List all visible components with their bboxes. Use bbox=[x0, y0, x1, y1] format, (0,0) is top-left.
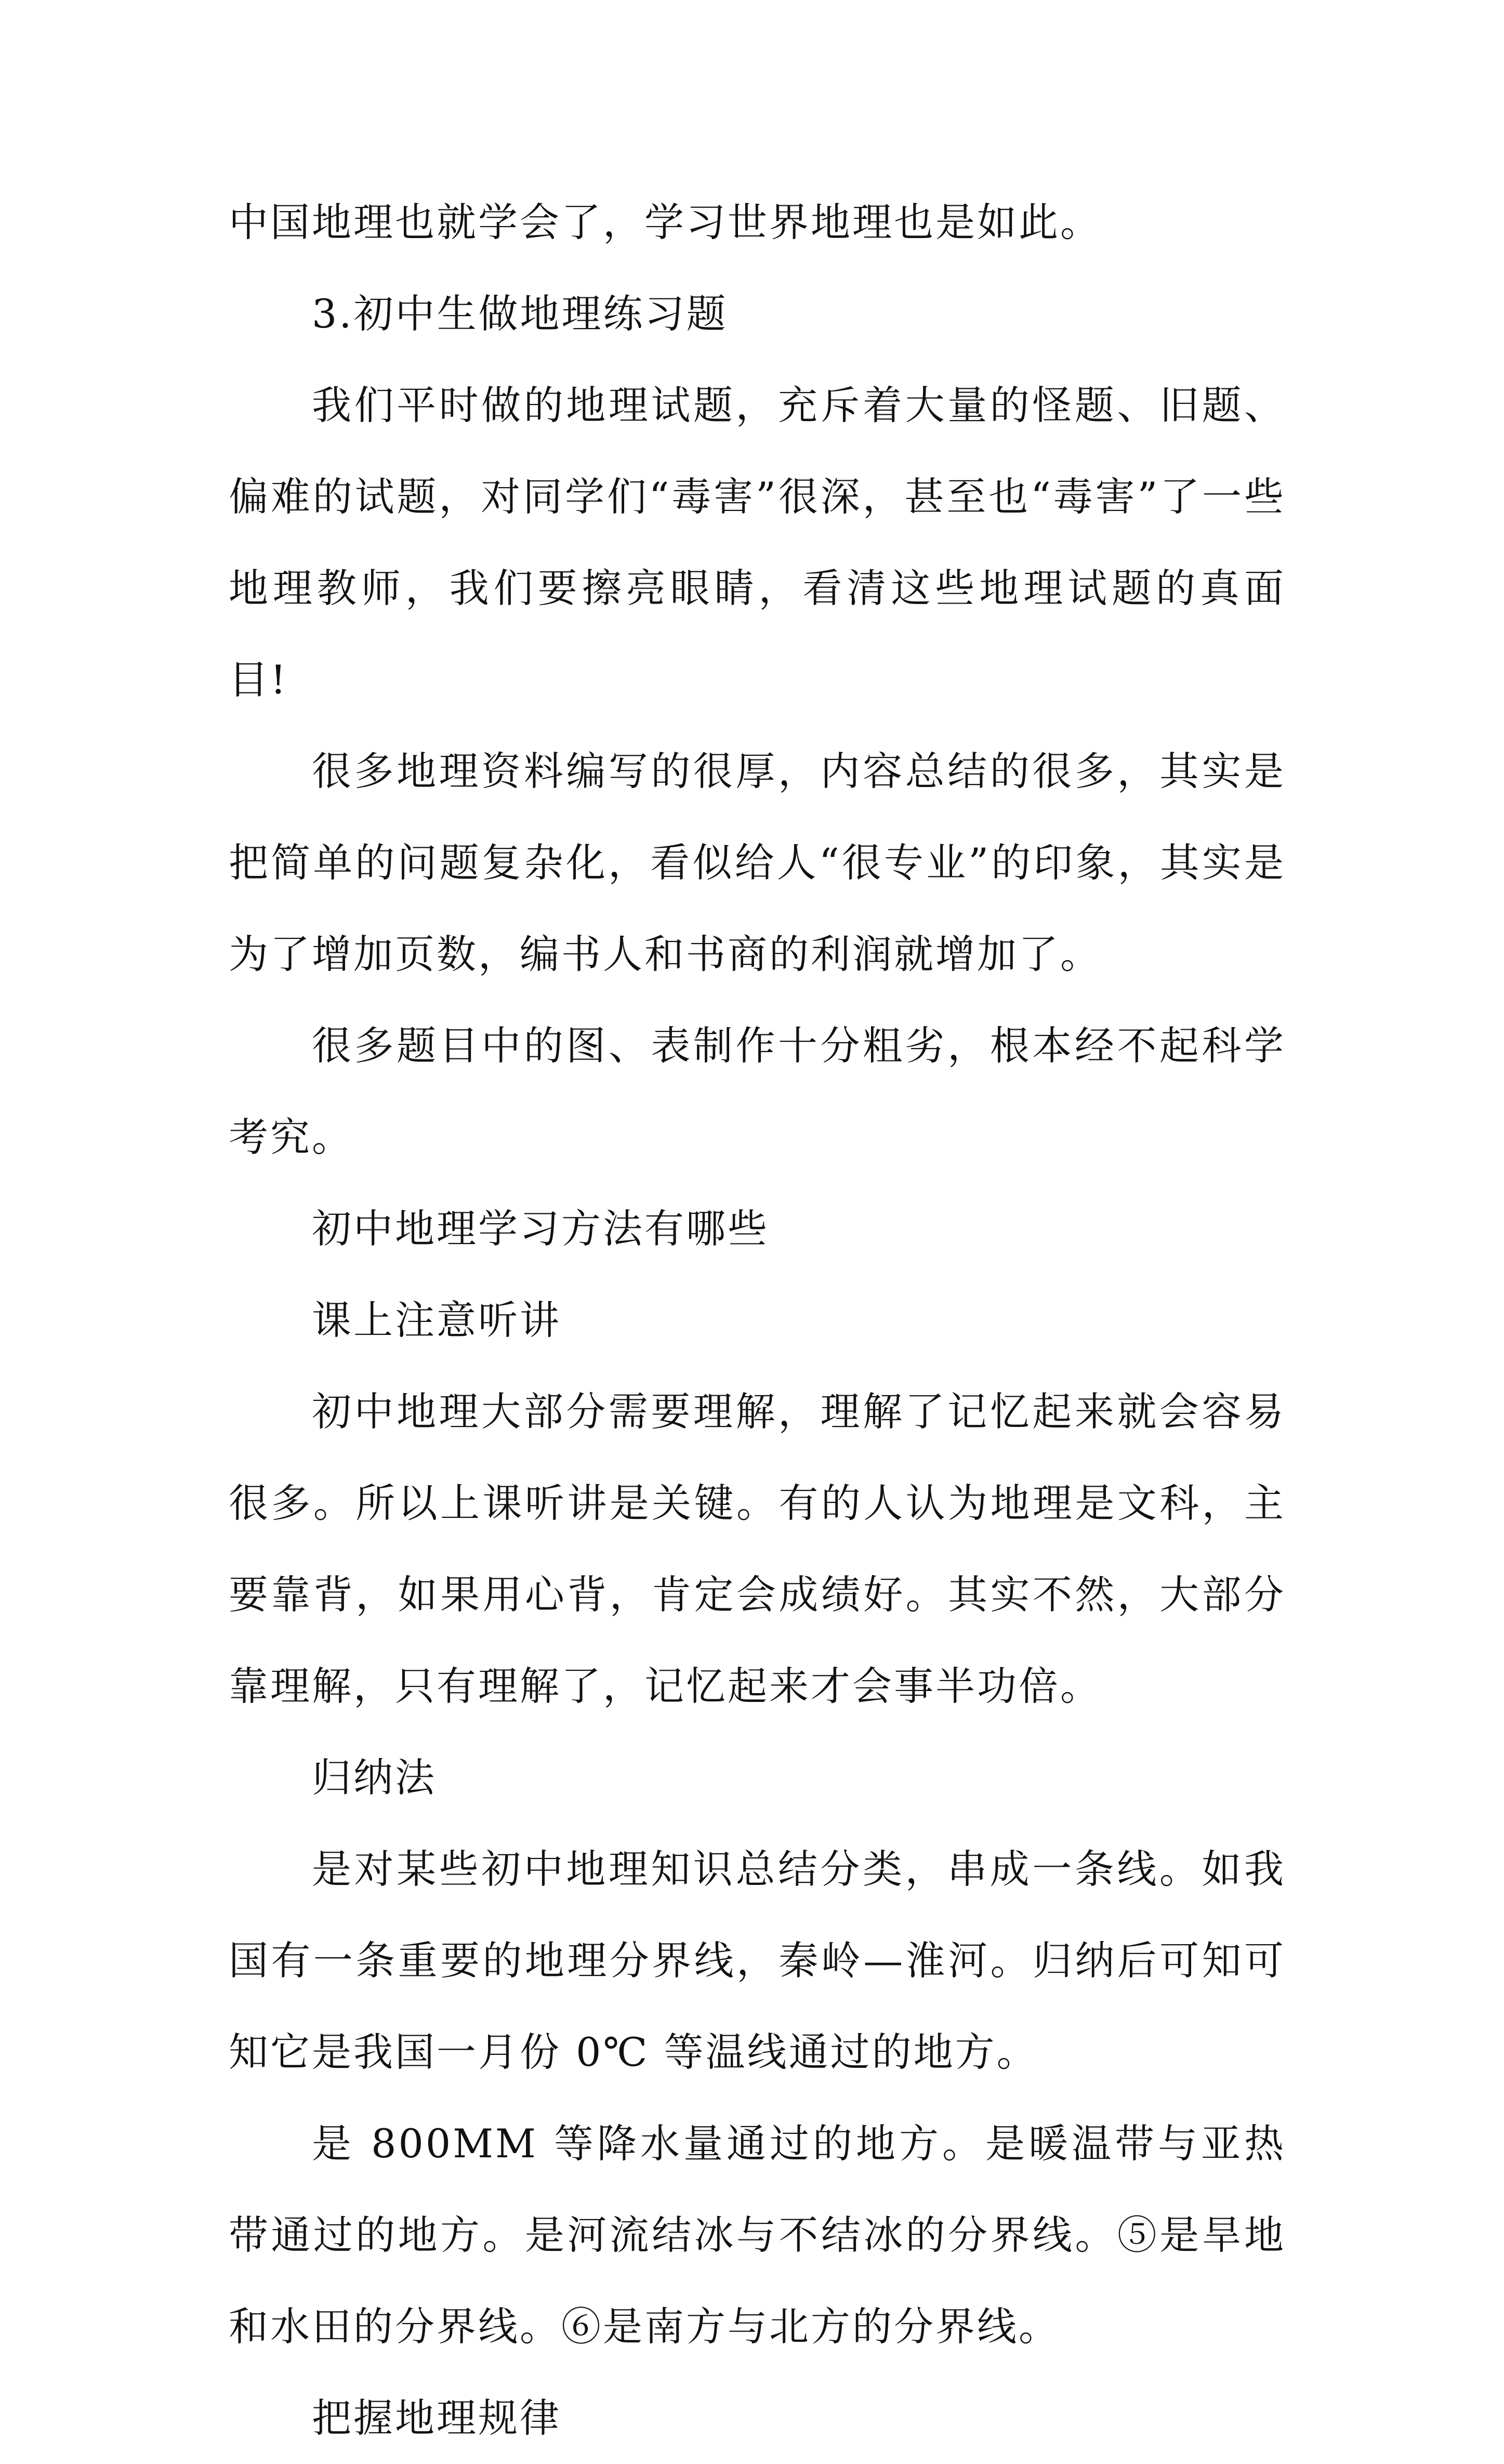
paragraph-1: 中国地理也就学会了，学习世界地理也是如此。 bbox=[229, 199, 1102, 245]
paragraph-6: 是对某些初中地理知识总结分类，串成一条线。如我国有一条重要的地理分界线，秦岭—淮河。归纳后可知可知它是我国一月份 0℃ 等温线通过的地方。 bbox=[229, 1846, 1286, 2075]
subheading-listen-in-class: 课上注意听讲 bbox=[312, 1297, 561, 1343]
paragraph-3: 很多地理资料编写的很厚，内容总结的很多，其实是把简单的问题复杂化，看似给人“很专业”的印象，其实是为了增加页数，编书人和书商的利润就增加了。 bbox=[229, 748, 1286, 977]
paragraph-4: 很多题目中的图、表制作十分粗劣，根本经不起科学考究。 bbox=[229, 1023, 1286, 1160]
paragraph-5: 初中地理大部分需要理解，理解了记忆起来就会容易很多。所以上课听讲是关键。有的人认为地理是文科，主要靠背，如果用心背，肯定会成绩好。其实不然，大部分靠理解，只有理解了，记忆起来才会事半功倍。 bbox=[229, 1388, 1286, 1709]
subheading-induction: 归纳法 bbox=[312, 1754, 437, 1801]
subheading-geography-rules: 把握地理规律 bbox=[312, 2395, 561, 2441]
paragraph-7: 是 800MM 等降水量通过的地方。是暖温带与亚热带通过的地方。是河流结冰与不结冰的分界线。⑤是旱地和水田的分界线。⑥是南方与北方的分界线。 bbox=[229, 2120, 1286, 2350]
section-heading-methods: 初中地理学习方法有哪些 bbox=[312, 1205, 769, 1252]
document-body bbox=[229, 177, 1286, 2464]
section-heading-practice: 3.初中生做地理练习题 bbox=[312, 291, 728, 337]
paragraph-2: 我们平时做的地理试题，充斥着大量的怪题、旧题、偏难的试题，对同学们“毒害”很深，甚至也“毒害”了一些地理教师，我们要擦亮眼睛，看清这些地理试题的真面目! bbox=[229, 382, 1286, 703]
